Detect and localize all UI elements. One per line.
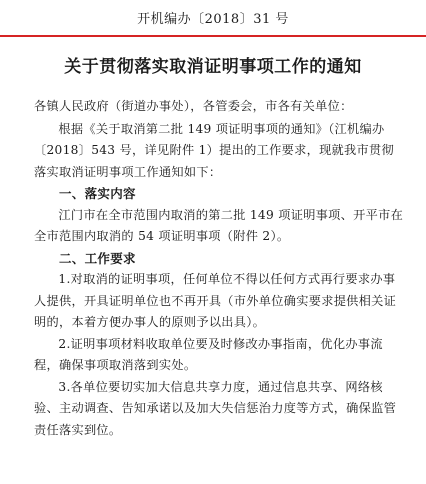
requirement-item-3: 3.各单位要切实加大信息共享力度，通过信息共享、网络核验、主动调查、告知承诺以及加大失信惩治力度等方式，确保监管责任落实到位。 [34,379,397,437]
requirement-item-2: 2.证明事项材料收取单位要及时修改办事指南，优化办事流程，确保事项取消落到实处。 [34,336,383,372]
salutation: 各镇人民政府（街道办事处），各管委会，市各有关单位： [34,99,353,113]
section-heading-2: 二、工作要求 [59,250,136,266]
red-header-rule [0,35,426,37]
intro-paragraph: 根据《关于取消第二批 149 项证明事项的通知》（江机编办〔2018〕543 号，详见附件 1）提出的工作要求，现就我市贯彻落实取消证明事项工作通知如下： [34,121,394,179]
section-heading-1: 一、落实内容 [59,186,136,201]
section-1-paragraph: 江门市在全市范围内取消的第二批 149 项证明事项、开平市在全市范围内取消的 54 项证明事项（附件 2）。 [34,207,404,243]
document-body [34,96,404,441]
document-number: 开机编办〔2018〕31 号 [137,12,289,27]
requirement-item-1: 1.对取消的证明事项，任何单位不得以任何方式再行要求办事人提供，开具证明单位也不再开具（市外单位确实要求提供相关证明的，本着方便办事人的原则予以出具）。 [34,272,397,329]
document-title: 关于贯彻落实取消证明事项工作的通知 [64,57,362,77]
